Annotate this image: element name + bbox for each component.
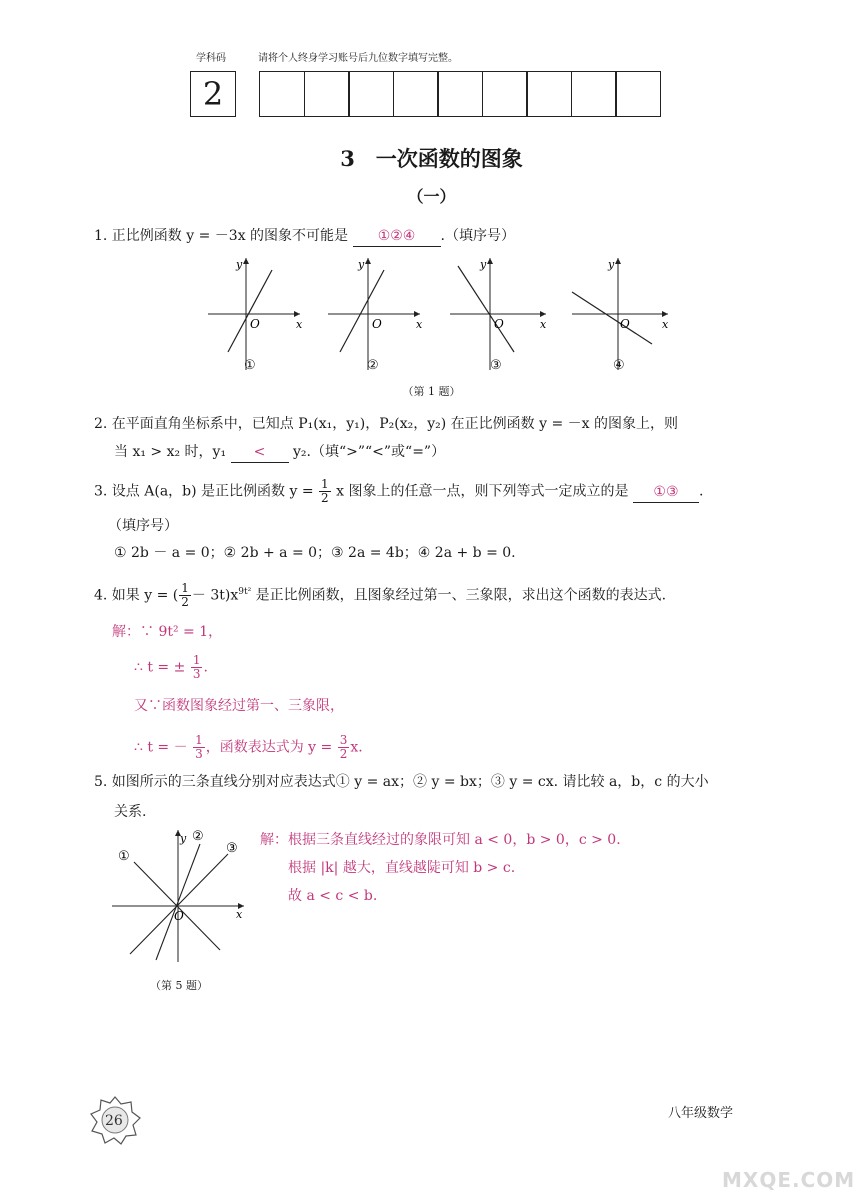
q3-text-mid: x 图象上的任意一点，则下列等式一定成立的是 xyxy=(336,483,629,500)
q1-label-2: ② xyxy=(367,358,379,373)
q3-answer-blank[interactable]: ①③ xyxy=(633,482,699,503)
q1-text-after: .（填序号） xyxy=(440,228,515,244)
q4-sol4-den2: 2 xyxy=(339,747,348,761)
subject-code-box[interactable]: 2 xyxy=(190,71,236,117)
q5-origin: O xyxy=(174,909,184,923)
q4-solution-4 xyxy=(134,734,363,761)
q4-sol4-fraction xyxy=(193,734,205,761)
q1-g2-axis-x: x xyxy=(416,318,423,331)
q1-label-1: ① xyxy=(244,358,256,373)
account-instruction: 请将个人终身学习账号后九位数字填写完整。 xyxy=(258,53,458,64)
q5-axis-x: x xyxy=(236,908,243,921)
q4-question xyxy=(94,582,666,609)
q5-label-3: ③ xyxy=(226,841,238,856)
q4-fraction xyxy=(179,582,191,609)
account-id-boxes xyxy=(259,71,661,117)
q1-g2-origin: O xyxy=(372,317,382,331)
q1-graphs xyxy=(200,252,700,376)
q5-axis-y: y xyxy=(180,832,187,845)
account-digit-box[interactable] xyxy=(571,71,617,117)
q2-line-2 xyxy=(114,442,445,463)
q4-sol4-after: x. xyxy=(350,739,363,756)
q4-frac-num: 1 xyxy=(181,581,189,596)
q5-label-2: ② xyxy=(192,829,204,844)
q5-label-1: ① xyxy=(118,849,130,864)
q3-frac-den: 2 xyxy=(321,491,329,505)
q4-solution-2 xyxy=(134,654,208,681)
account-digit-box[interactable] xyxy=(304,71,350,117)
account-digit-box[interactable] xyxy=(259,71,305,117)
q4-sol4-fraction-2 xyxy=(338,734,350,761)
q4-frac-den: 2 xyxy=(181,595,189,610)
q1-answer-blank[interactable]: ①②④ xyxy=(353,226,441,247)
q1-caption: （第 1 题） xyxy=(402,385,461,398)
account-digit-box[interactable] xyxy=(615,71,661,117)
q3-options: ① 2b － a = 0；② 2b + a = 0；③ 2a = 4b；④ 2a + b = 0. xyxy=(114,545,516,561)
q4-sol4-mid: ，函数表达式为 y = xyxy=(205,739,333,756)
q3-text-after: . xyxy=(698,483,704,500)
q2-text-before: 当 x₁ > x₂ 时，y₁ xyxy=(114,444,227,460)
subject-code-box-row xyxy=(190,71,236,117)
q4-sol2-num: 1 xyxy=(192,653,201,667)
account-digit-box[interactable] xyxy=(393,71,439,117)
q5-graph xyxy=(108,826,248,966)
subject-code-label: 学科码 xyxy=(196,53,226,64)
q4-sol2-fraction xyxy=(191,654,203,681)
account-digit-box[interactable] xyxy=(437,71,483,117)
q1-g4-origin: O xyxy=(620,317,630,331)
q4-text-mid: － 3t)x xyxy=(191,587,239,604)
q1-g1-axis-y: y xyxy=(236,258,243,271)
q5-solution-1: 解：根据三条直线经过的象限可知 a < 0，b > 0，c > 0. xyxy=(260,832,621,848)
page-number-badge xyxy=(88,1094,142,1146)
q2-line-1: 2. 在平面直角坐标系中，已知点 P₁(x₁，y₁)，P₂(x₂，y₂) 在正比例函数 y = －x 的图象上，则 xyxy=(94,416,679,432)
q1-g1-axis-x: x xyxy=(296,318,303,331)
q1-g4-axis-y: y xyxy=(608,258,615,271)
q1-g3-axis-x: x xyxy=(540,318,547,331)
section-title: 3 一次函数的图象 xyxy=(340,146,523,171)
q5-caption: （第 5 题） xyxy=(150,979,208,992)
q1-g3-origin: O xyxy=(494,317,504,331)
page-number: 26 xyxy=(105,1113,123,1129)
q4-solution-3: 又∵函数图象经过第一、三象限， xyxy=(134,698,344,714)
q1-label-3: ③ xyxy=(490,358,502,373)
q4-sol4-den: 3 xyxy=(195,747,203,761)
q1-g4-axis-x: x xyxy=(662,318,669,331)
q4-text-before: 4. 如果 y = ( xyxy=(94,587,179,604)
q5-line-1: 5. 如图所示的三条直线分别对应表达式① y = ax；② y = bx；③ y = cx. 请比较 a，b，c 的大小 xyxy=(94,774,709,790)
q4-sol4-num: 1 xyxy=(195,733,203,747)
account-digit-box[interactable] xyxy=(348,71,394,117)
q3-frac-num: 1 xyxy=(321,477,329,491)
q1-label-4: ④ xyxy=(613,358,625,373)
q4-sol2-after: . xyxy=(203,659,208,676)
q4-solution-1: 解：∵ 9t² = 1， xyxy=(112,624,223,640)
q4-sol4-before: ∴ t = － xyxy=(134,739,188,756)
q5-solution-3: 故 a < c < b. xyxy=(288,888,378,904)
q3-line-1 xyxy=(94,478,703,505)
q1-graph-1 xyxy=(208,258,300,370)
q5-line-c xyxy=(130,854,228,954)
watermark: MXQE.COM xyxy=(722,1168,856,1192)
q1-g1-origin: O xyxy=(250,317,260,331)
q3-text-before: 3. 设点 A(a，b) 是正比例函数 y = xyxy=(94,483,314,500)
q4-exponent: 9t² xyxy=(238,587,252,597)
q1-graph-3 xyxy=(450,258,546,370)
q2-text-after: y₂.（填“>”“<”或“=”） xyxy=(292,444,446,460)
q4-sol2-den: 3 xyxy=(192,667,201,681)
account-digit-box[interactable] xyxy=(526,71,572,117)
q1-graph-4 xyxy=(572,258,668,370)
q1-graph-2 xyxy=(328,258,420,370)
q3-line-2: （填序号） xyxy=(108,518,178,534)
q5-line-2: 关系. xyxy=(114,804,147,820)
q4-sol4-num2: 3 xyxy=(339,733,348,747)
q5-solution-2: 根据 |k| 越大，直线越陡可知 b > c. xyxy=(288,860,516,876)
q4-text-after: 是正比例函数，且图象经过第一、三象限，求出这个函数的表达式. xyxy=(255,587,667,604)
grade-subject: 八年级数学 xyxy=(668,1106,734,1121)
q1-g2-axis-y: y xyxy=(358,258,365,271)
q4-sol2-before: ∴ t = ± xyxy=(134,659,186,676)
q1-text: 1. 正比例函数 y = －3x 的图象不可能是 xyxy=(94,228,349,244)
section-subtitle: （一） xyxy=(407,187,456,206)
account-digit-box[interactable] xyxy=(482,71,528,117)
question-1 xyxy=(94,226,515,247)
q3-fraction xyxy=(319,478,331,505)
q2-answer-blank[interactable]: < xyxy=(231,442,289,463)
q1-g3-axis-y: y xyxy=(480,258,487,271)
